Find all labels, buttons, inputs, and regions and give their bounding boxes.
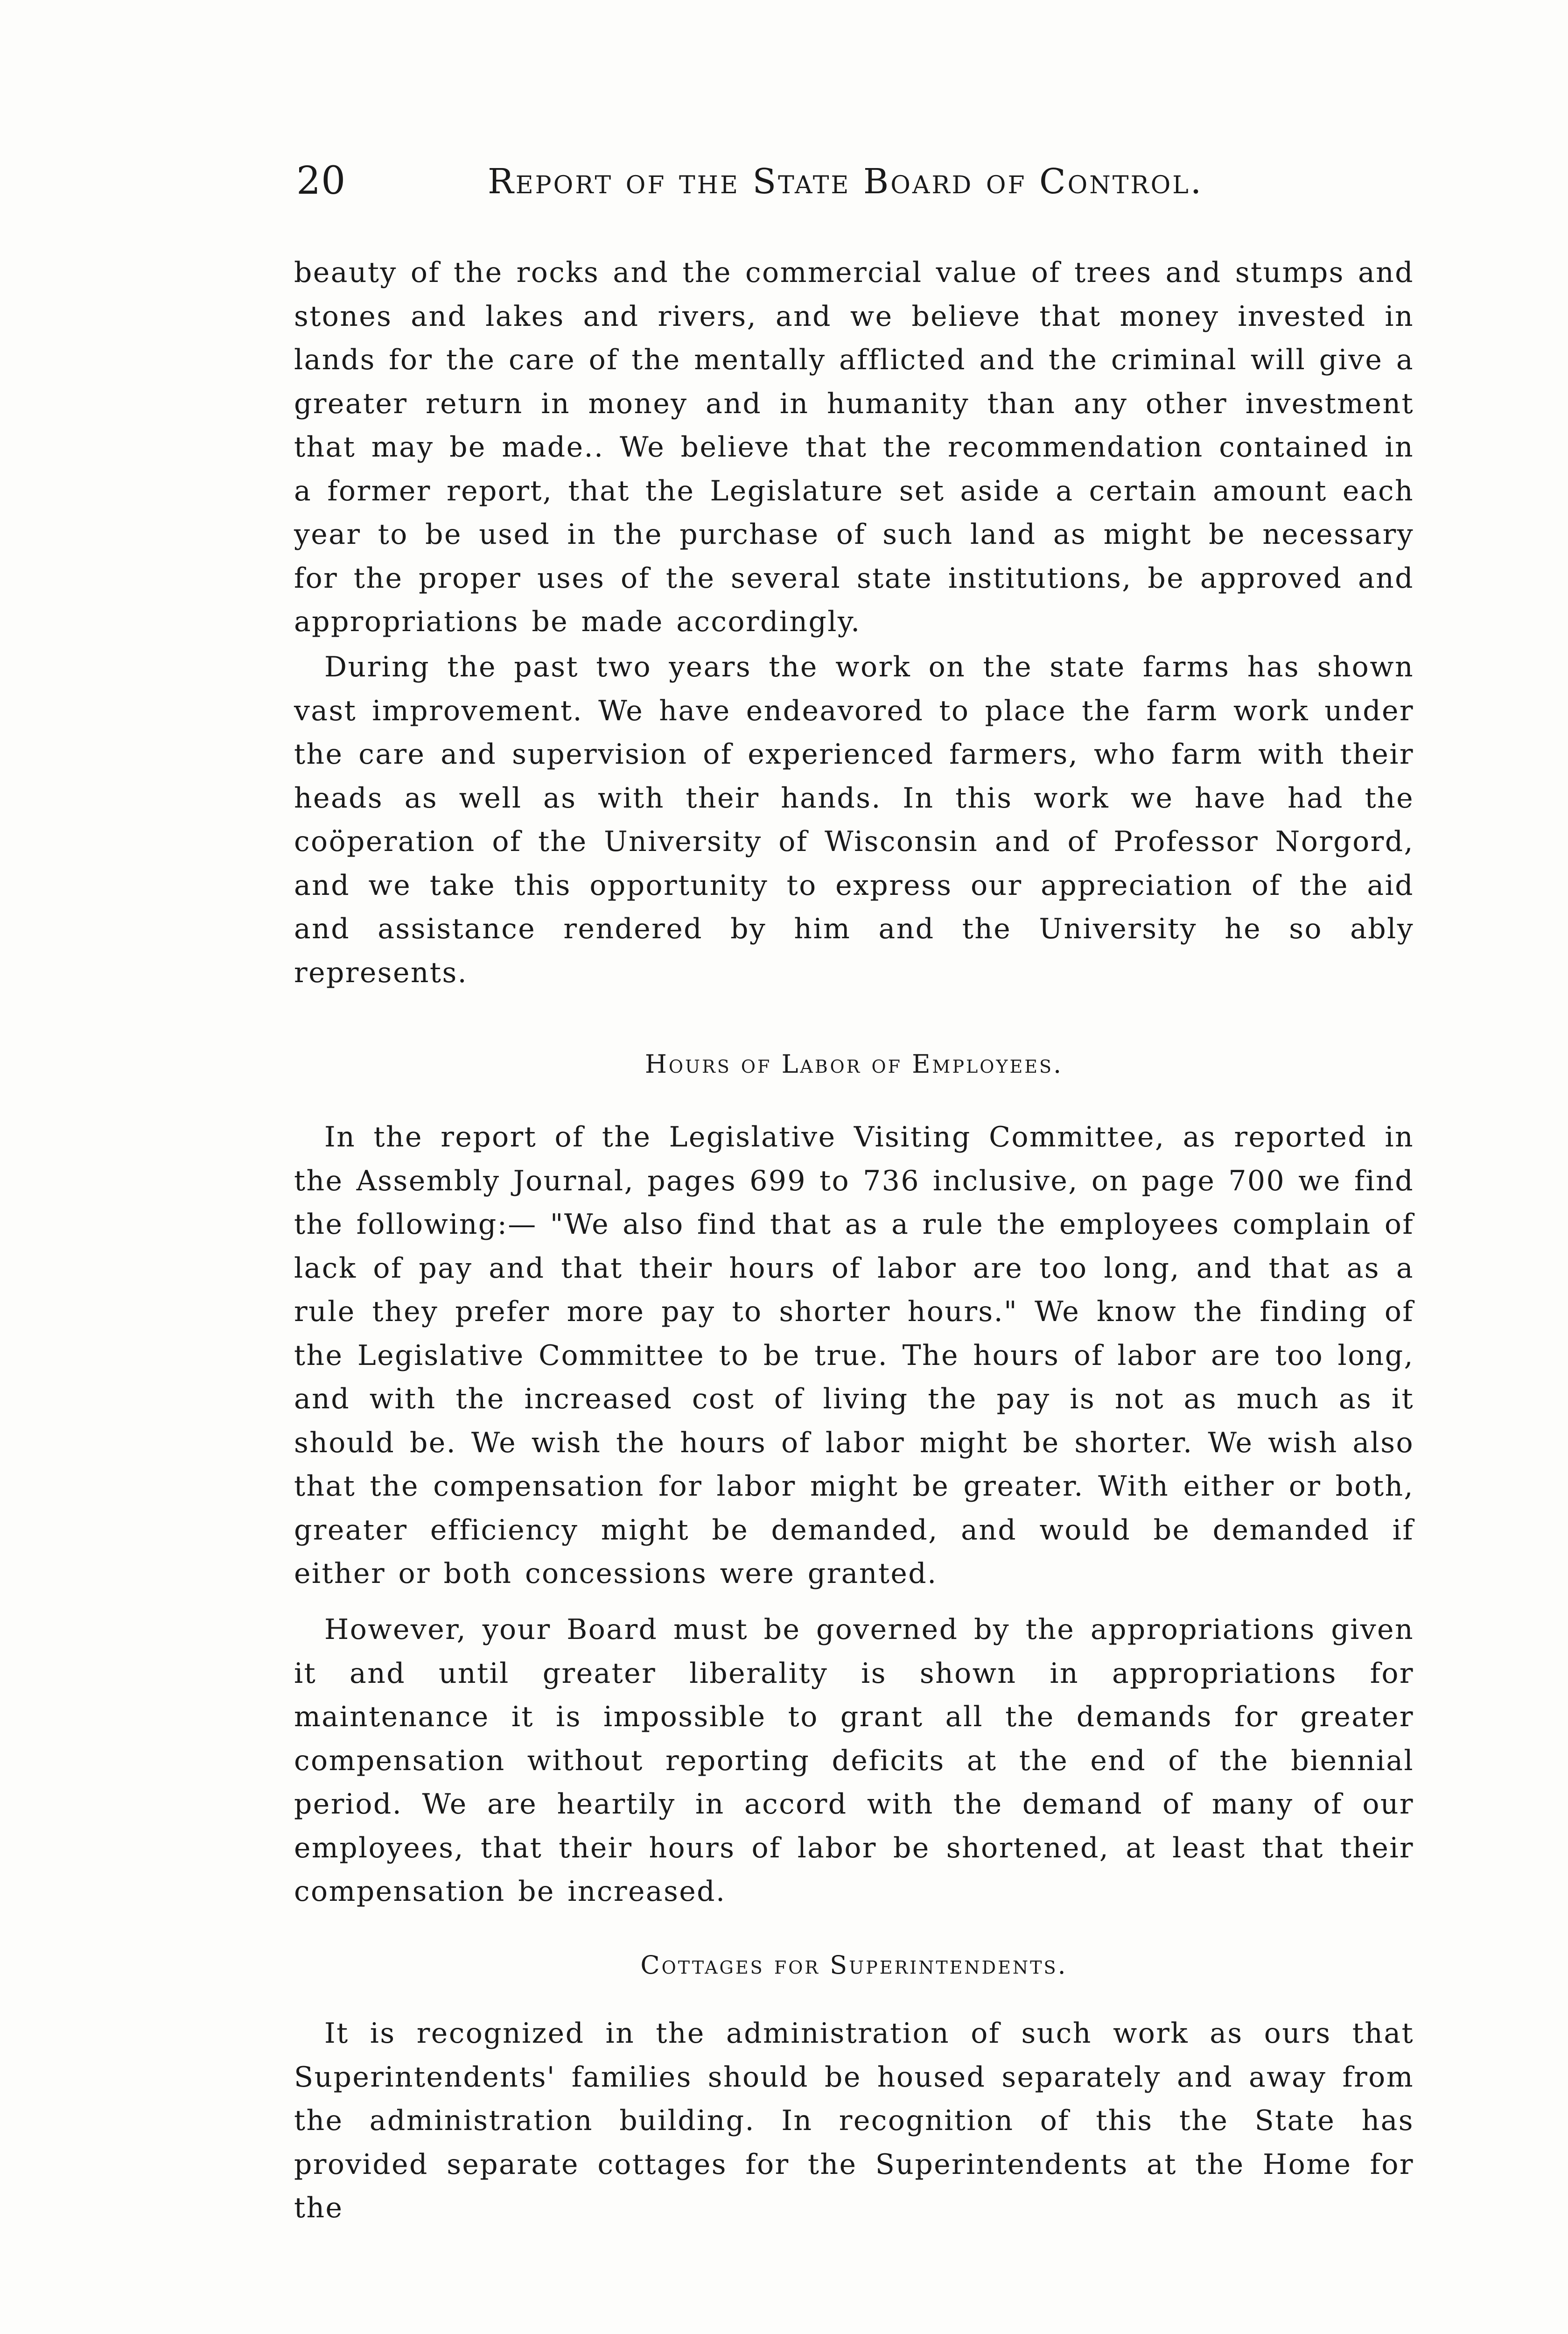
section-heading-hours-of-labor: Hours of Labor of Employees. bbox=[644, 1049, 1064, 1079]
body-paragraph: In the report of the Legislative Visiting Committee, as reported in the Assembly Journal, pages 699 to 736 inclusive, on page 700 we find the following:— "We also find that as a rule the employees complain of lack of pay and that their hours of labor are too long, and that as a rule they prefer more pay to shorter hours." We know the finding of the Legislative Committee to be true. The hours of labor are too long, and with the increased cost of living the pay is not as much as it should be. We wish the hours of labor might be shorter. We wish also that the compensation for labor might be greater. With either or both, greater efficiency might be demanded, and would be demanded if either or both concessions were granted. bbox=[294, 1121, 1414, 1590]
page-number: 20 bbox=[296, 159, 346, 203]
section-heading-cottages: Cottages for Superintendents. bbox=[640, 1950, 1068, 1980]
paragraph-block bbox=[294, 1608, 1414, 1914]
body-paragraph: beauty of the rocks and the commercial value of trees and stumps and stones and lakes and rivers, and we believe that money invested in lands for the care of the mentally afflicted and the criminal will give a greater return in money and in humanity than any other investment that may be made.. We believe that the recommendation contained in a former report, that the Legislature set aside a certain amount each year to be used in the purchase of such land as might be necessary for the proper uses of the several state institutions, be approved and appropriations be made accordingly. bbox=[294, 256, 1414, 638]
paragraph-block bbox=[294, 251, 1414, 644]
running-head-title: Report of the State Board of Control. bbox=[488, 162, 1204, 202]
body-paragraph: However, your Board must be governed by the appropriations given it and until greater liberality is shown in appropriations for maintenance it is impossible to grant all the demands for greater compensation without reporting deficits at the end of the biennial period. We are heartily in accord with the demand of many of our employees, that their hours of labor be shortened, at least that their compensation be increased. bbox=[294, 1613, 1414, 1908]
paragraph-block bbox=[294, 646, 1414, 995]
paragraph-block bbox=[294, 1116, 1414, 1596]
running-head bbox=[296, 154, 1290, 210]
body-paragraph: It is recognized in the administration of such work as ours that Superintendents' families should be housed separately and away from the administration building. In recognition of this the State has provided separate cottages for the Superintendents at the Home for the bbox=[294, 2017, 1414, 2224]
paragraph-block bbox=[294, 2012, 1414, 2230]
body-paragraph: During the past two years the work on the state farms has shown vast improvement. We have endeavored to place the farm work under the care and supervision of experienced farmers, who farm with their heads as well as with their hands. In this work we have had the coöperation of the University of Wisconsin and of Professor Norgord, and we take this opportunity to express our appreciation of the aid and assistance rendered by him and the University he so ably represents. bbox=[294, 651, 1414, 989]
